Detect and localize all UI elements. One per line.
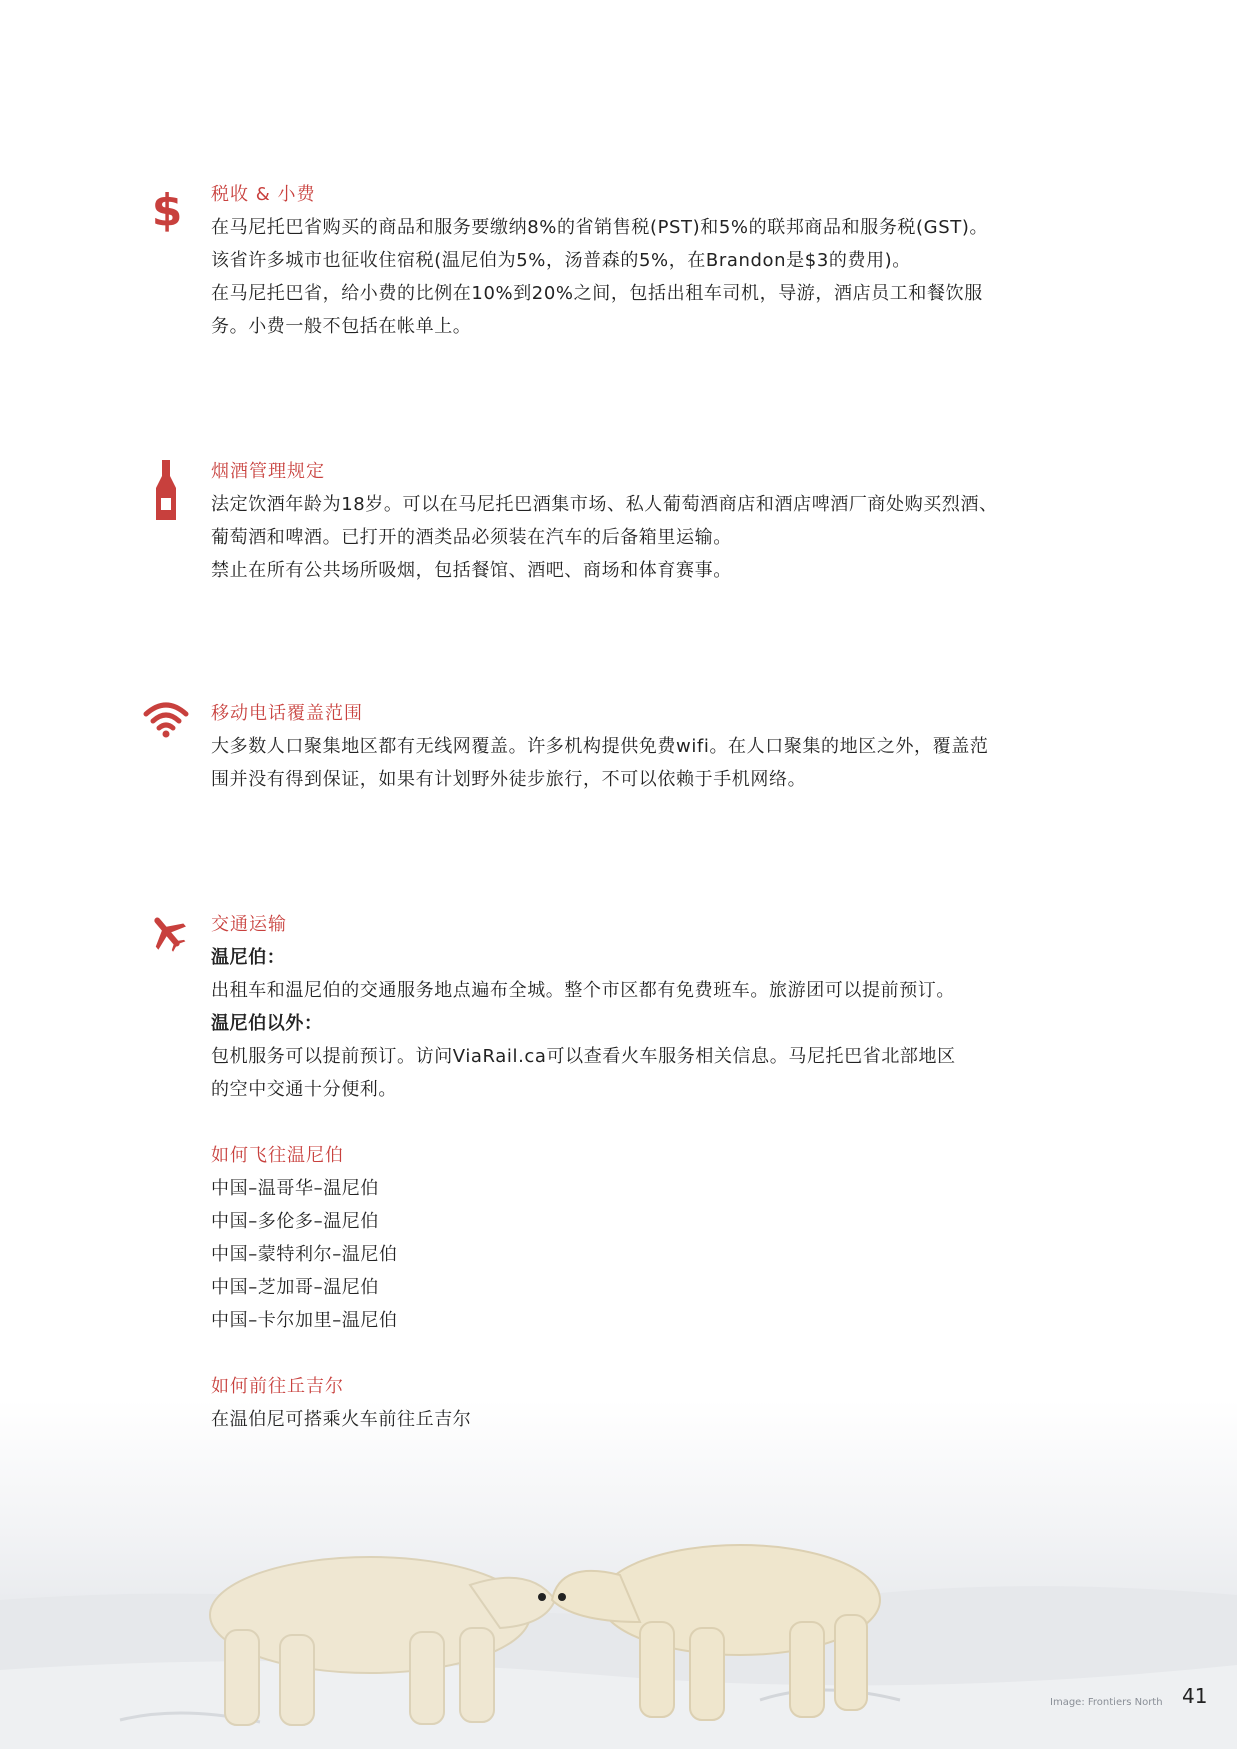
mobile-heading: 移动电话覆盖范围 bbox=[211, 703, 363, 724]
tax-line: 在马尼托巴省购买的商品和服务要缴纳8%的省销售税(PST)和5%的联邦商品和服务税(GST)。 bbox=[211, 217, 989, 238]
route-item: 中国–蒙特利尔–温尼伯 bbox=[211, 1244, 398, 1265]
outside-winnipeg-label: 温尼伯以外： bbox=[211, 1013, 323, 1034]
mobile-line: 围并没有得到保证，如果有计划野外徒步旅行，不可以依赖于手机网络。 bbox=[211, 769, 807, 790]
winnipeg-text: 出租车和温尼伯的交通服务地点遍布全城。整个市区都有免费班车。旅游团可以提前预订。 bbox=[211, 980, 955, 1001]
page-number: 41 bbox=[1182, 1684, 1208, 1708]
alcohol-line: 禁止在所有公共场所吸烟，包括餐馆、酒吧、商场和体育赛事。 bbox=[211, 560, 732, 581]
image-credit: Image: Frontiers North bbox=[1050, 1697, 1163, 1708]
wifi-icon bbox=[142, 700, 190, 738]
alcohol-line: 葡萄酒和啤酒。已打开的酒类品必须装在汽车的后备箱里运输。 bbox=[211, 527, 732, 548]
bottle-icon bbox=[152, 458, 180, 522]
alcohol-section bbox=[211, 455, 1071, 587]
winnipeg-label: 温尼伯： bbox=[211, 947, 286, 968]
tax-line: 在马尼托巴省，给小费的比例在10%到20%之间，包括出租车司机，导游，酒店员工和餐饮服 bbox=[211, 283, 983, 304]
dollar-icon bbox=[150, 183, 184, 233]
tax-heading: 税收 & 小费 bbox=[211, 184, 316, 205]
mobile-section bbox=[211, 697, 1071, 796]
fly-to-winnipeg-heading: 如何飞往温尼伯 bbox=[211, 1145, 344, 1166]
alcohol-heading: 烟酒管理规定 bbox=[211, 461, 325, 482]
mobile-line: 大多数人口聚集地区都有无线网覆盖。许多机构提供免费wifi。在人口聚集的地区之外，覆盖范 bbox=[211, 736, 989, 757]
tax-section bbox=[211, 178, 1071, 343]
transport-section bbox=[211, 908, 1071, 1436]
route-item: 中国–多伦多–温尼伯 bbox=[211, 1211, 379, 1232]
tax-line: 务。小费一般不包括在帐单上。 bbox=[211, 316, 472, 337]
route-item: 中国–芝加哥–温尼伯 bbox=[211, 1277, 379, 1298]
to-churchill-text: 在温伯尼可搭乘火车前往丘吉尔 bbox=[211, 1409, 472, 1430]
svg-text:$: $ bbox=[151, 185, 183, 233]
tax-line: 该省许多城市也征收住宿税(温尼伯为5%，汤普森的5%，在Brandon是$3的费用)。 bbox=[211, 250, 911, 271]
route-item: 中国–温哥华–温尼伯 bbox=[211, 1178, 379, 1199]
route-item: 中国–卡尔加里–温尼伯 bbox=[211, 1310, 398, 1331]
to-churchill-heading: 如何前往丘吉尔 bbox=[211, 1376, 344, 1397]
transport-heading: 交通运输 bbox=[211, 914, 287, 935]
outside-winnipeg-line: 的空中交通十分便利。 bbox=[211, 1079, 397, 1100]
airplane-icon bbox=[147, 912, 187, 952]
outside-winnipeg-line: 包机服务可以提前预订。访问ViaRail.ca可以查看火车服务相关信息。马尼托巴省北部地区 bbox=[211, 1046, 956, 1067]
alcohol-line: 法定饮酒年龄为18岁。可以在马尼托巴酒集市场、私人葡萄酒商店和酒店啤酒厂商处购买烈酒、 bbox=[211, 494, 998, 515]
